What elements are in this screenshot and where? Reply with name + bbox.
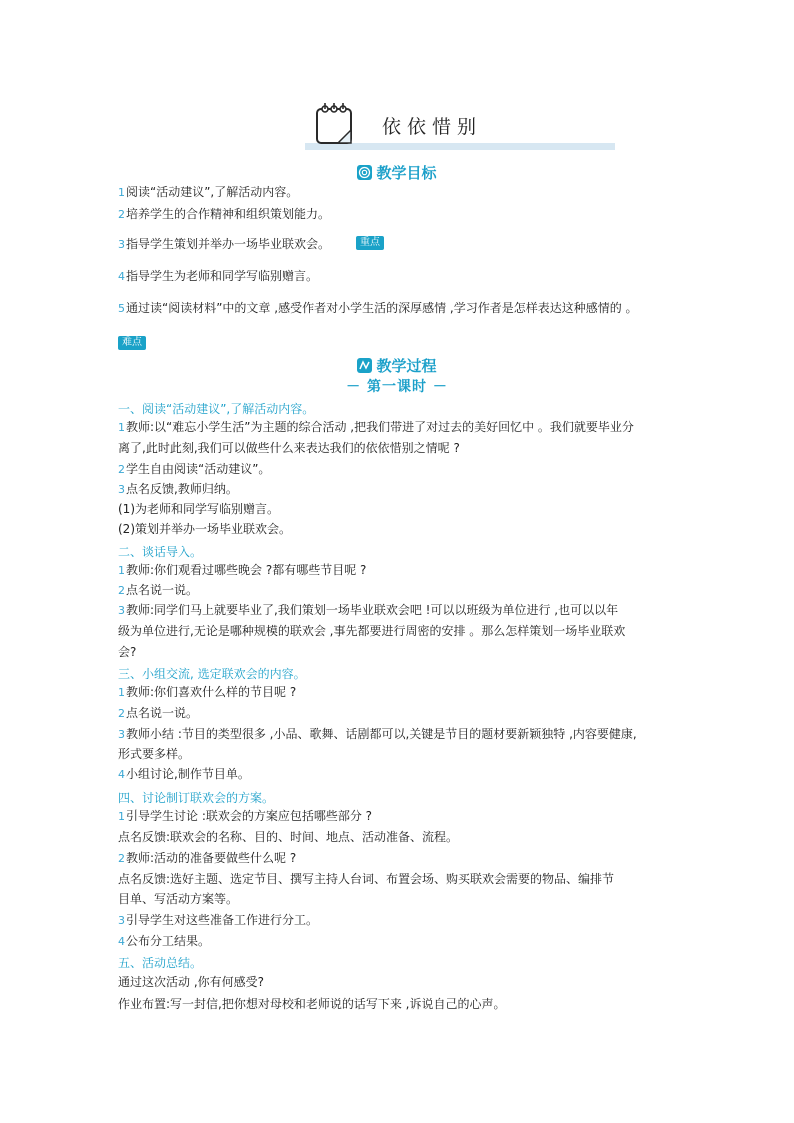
process-heading	[0, 355, 794, 376]
target-icon	[357, 165, 372, 180]
paragraph-line: 3引导学生对这些准备工作进行分工。	[118, 913, 319, 927]
section-heading: 三、小组交流, 选定联欢会的内容。	[118, 667, 306, 681]
paragraph-line: (1)为老师和同学写临别赠言。	[118, 502, 279, 516]
paragraph-line: 作业布置:写一封信,把你想对母校和老师说的话写下来 ,诉说自己的心声。	[118, 997, 506, 1011]
section-heading: 四、讨论制订联欢会的方案。	[118, 791, 275, 805]
paragraph-line: 2教师:活动的准备要做些什么呢 ?	[118, 851, 297, 865]
difficult-point-tag: 难点	[118, 336, 146, 350]
lesson-subheading: － 第一课时 －	[346, 379, 448, 395]
paragraph-line: 2学生自由阅读“活动建议”。	[118, 462, 271, 476]
paragraph-line: 2点名说一说。	[118, 583, 199, 597]
paragraph-line: 1教师:以“难忘小学生活”为主题的综合活动 ,把我们带进了对过去的美好回忆中 。我们就要毕业分	[118, 420, 634, 434]
document-title: 依依惜别	[382, 116, 483, 138]
goal-item: 3指导学生策划并举办一场毕业联欢会。	[118, 237, 331, 251]
paragraph-line: 1引导学生讨论 :联欢会的方案应包括哪些部分 ?	[118, 809, 373, 823]
paragraph-line: 3教师:同学们马上就要毕业了,我们策划一场毕业联欢会吧 !可以以班级为单位进行 ,也可以以年	[118, 603, 619, 617]
process-icon	[357, 358, 372, 373]
goals-heading-text: 教学目标	[376, 164, 437, 182]
paragraph-line: 离了,此时此刻,我们可以做些什么来表达我们的依依惜别之情呢 ?	[118, 441, 460, 455]
section-heading: 一、阅读“活动建议”,了解活动内容。	[118, 402, 315, 416]
key-point-tag: 重点	[356, 236, 384, 250]
paragraph-line: (2)策划并举办一场毕业联欢会。	[118, 522, 291, 536]
paragraph-line: 2点名说一说。	[118, 706, 199, 720]
goal-item: 2培养学生的合作精神和组织策划能力。	[118, 207, 331, 221]
process-heading-text: 教学过程	[376, 357, 437, 375]
goal-item: 4指导学生为老师和同学写临别赠言。	[118, 269, 319, 283]
paragraph-line: 1教师:你们喜欢什么样的节目呢 ?	[118, 685, 297, 699]
goal-item: 1阅读“活动建议”,了解活动内容。	[118, 185, 299, 199]
paragraph-line: 3教师小结 :节目的类型很多 ,小品、歌舞、话剧都可以,关键是节目的题材要新颖独特 ,内容要健康,	[118, 727, 637, 741]
section-heading: 五、活动总结。	[118, 956, 203, 970]
paragraph-line: 1教师:你们观看过哪些晚会 ?都有哪些节目呢 ?	[118, 563, 367, 577]
goals-heading	[0, 162, 794, 183]
section-heading: 二、谈话导入。	[118, 545, 203, 559]
paragraph-line: 4小组讨论,制作节目单。	[118, 767, 250, 781]
paragraph-line: 3点名反馈,教师归纳。	[118, 482, 238, 496]
paragraph-line: 点名反馈:联欢会的名称、目的、时间、地点、活动准备、流程。	[118, 830, 459, 844]
calendar-icon	[312, 100, 358, 148]
paragraph-line: 会?	[118, 645, 137, 659]
paragraph-line: 形式要多样。	[118, 747, 191, 761]
paragraph-line: 点名反馈:选好主题、选定节目、撰写主持人台词、布置会场、购买联欢会需要的物品、编排节	[118, 872, 615, 886]
paragraph-line: 通过这次活动 ,你有何感受?	[118, 975, 264, 989]
paragraph-line: 级为单位进行,无论是哪种规模的联欢会 ,事先都要进行周密的安排 。那么怎样策划一场毕业联欢	[118, 624, 626, 638]
paragraph-line: 目单、写活动方案等。	[118, 892, 239, 906]
goal-item: 5通过读“阅读材料”中的文章 ,感受作者对小学生活的深厚感情 ,学习作者是怎样表达这种感情的 。	[118, 301, 638, 315]
paragraph-line: 4公布分工结果。	[118, 934, 211, 948]
